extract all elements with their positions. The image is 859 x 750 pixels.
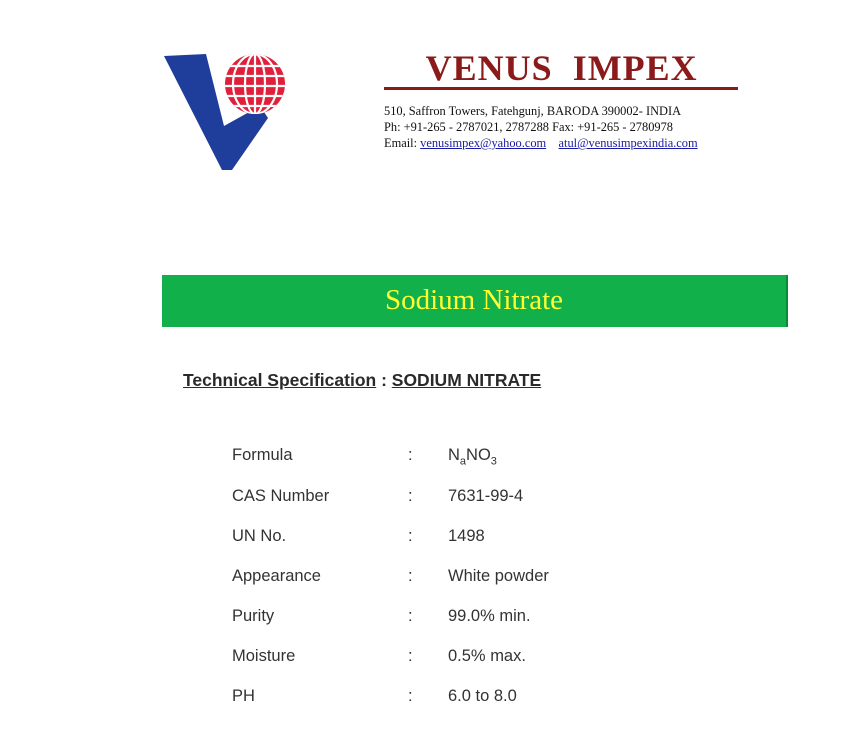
spec-heading [183, 370, 541, 391]
spec-separator: : [408, 487, 413, 505]
spec-heading-colon: : [376, 370, 392, 390]
spec-value: 99.0% min. [448, 607, 531, 625]
spec-value-formula: $N_aNO_3$ [448, 446, 497, 468]
spec-separator: : [408, 567, 413, 585]
spec-label: Formula [232, 446, 293, 464]
spec-value: 7631-99-4 [448, 487, 524, 505]
address-line: 510, Saffron Towers, Fatehgunj, BARODA 390002- INDIA [384, 104, 682, 118]
venus-impex-logo [162, 50, 288, 174]
spec-heading-label: Technical Specification [183, 370, 377, 390]
spec-label: CAS Number [232, 487, 330, 505]
spec-value: 6.0 to 8.0 [448, 687, 517, 705]
spec-label: UN No. [232, 527, 287, 545]
spec-heading-value: SODIUM NITRATE [391, 370, 542, 390]
spec-value: 1498 [448, 527, 485, 545]
email-label: Email: [384, 136, 418, 150]
email-link-yahoo[interactable]: venusimpex@yahoo.com [420, 136, 547, 150]
email-line [384, 135, 740, 151]
spec-separator: : [408, 527, 413, 545]
product-banner [162, 275, 788, 327]
spec-label: Appearance [232, 567, 321, 585]
spec-separator: : [408, 607, 413, 625]
spec-value: 0.5% max. [448, 647, 526, 665]
letterhead [384, 48, 740, 151]
spec-label: Purity [232, 607, 275, 625]
spec-label: Moisture [232, 647, 296, 665]
email-link-venus[interactable]: atul@venusimpexindia.com [558, 136, 698, 150]
spec-separator: : [408, 687, 413, 705]
product-title: Sodium Nitrate [384, 284, 563, 316]
spec-separator: : [408, 647, 413, 665]
spec-label: PH [232, 687, 255, 705]
spec-separator: : [408, 446, 413, 464]
phone-line: Ph: +91-265 - 2787021, 2787288 Fax: +91-265 - 2780978 [384, 120, 673, 134]
contact-block [384, 103, 740, 151]
company-name: VENUS IMPEX [416, 48, 708, 88]
spec-value: White powder [448, 567, 549, 585]
